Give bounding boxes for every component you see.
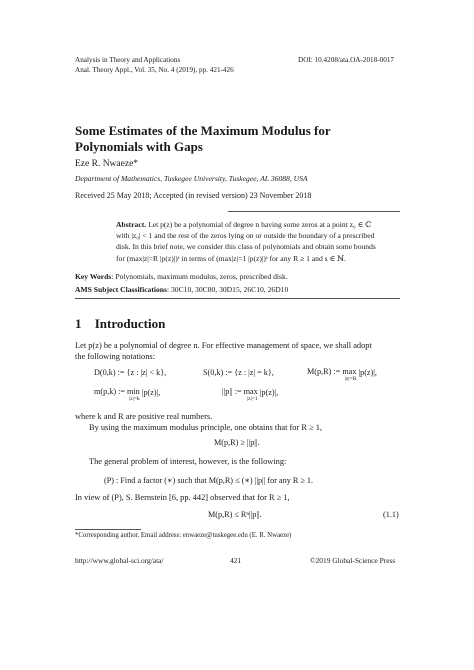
abstract-for: for — [116, 254, 125, 263]
eq-mp-bound: M(p,R) ≥ ||p||. — [214, 438, 260, 447]
ams-label: AMS Subject Classifications — [75, 285, 167, 294]
abstract-for-any: for any R ≥ 1 and s ∈ ℕ. — [269, 254, 346, 263]
section-title: Introduction — [94, 316, 166, 331]
section-heading — [75, 316, 165, 332]
eq-norm-rhs: |p(z)|, — [259, 388, 279, 397]
abstract-line-4 — [116, 253, 346, 265]
eq-disk: D(0,k) := {z : |z| < k}, — [94, 368, 167, 377]
footnote: *Corresponding author. Email address: enwaeze@tuskegee.edu (E. R. Nwaeze) — [75, 532, 292, 539]
affiliation: Department of Mathematics, Tuskegee University, Tuskegee, AL 36088, USA — [75, 174, 308, 183]
ams-text: : 30C10, 30C80, 30D15, 26C10, 26D10 — [166, 285, 289, 294]
keywords-text: : Polynomials, maximum modulus, zeros, prescribed disk. — [111, 272, 288, 281]
intro-p1-line-1: Let p(z) be a polynomial of degree n. For effective management of space, we shall adopt — [75, 341, 372, 350]
doi: DOI: 10.4208/ata.OA-2018-0017 — [298, 56, 395, 64]
eq-1-1: M(p,R) ≤ Rⁿ||p||. — [208, 510, 262, 519]
copyright: ©2019 Global-Science Press — [310, 556, 396, 565]
eq-min-modulus-lhs: m(p,k) := min — [94, 387, 140, 396]
intro-p4: In view of (P), S. Bernstein [6, pp. 442] observed that for R ≥ 1, — [75, 493, 290, 502]
abstract-in-terms: in terms of — [181, 254, 215, 263]
problem-statement: (P) : Find a factor (∗) such that M(p,R) ≤ (∗) ||p|| for any R ≥ 1. — [104, 476, 314, 485]
keywords-label: Key Words — [75, 272, 112, 281]
eq-max-modulus-rhs: |p(z)|, — [358, 368, 377, 377]
abstract-bottom-rule — [75, 298, 400, 299]
keywords — [75, 271, 288, 283]
eq-min-modulus-rhs: |p(z)|, — [141, 388, 161, 397]
eq-norm-sub: |z|=1 — [247, 396, 258, 402]
ams-classifications — [75, 284, 288, 296]
paper-title-line-2: Polynomials with Gaps — [75, 139, 203, 154]
eq-norm-lhs: ||p|| := max — [222, 387, 258, 396]
eq-circle: S(0,k) := {z : |z| = k}, — [203, 368, 274, 377]
journal-name: Analysis in Theory and Applications — [75, 56, 181, 64]
intro-p1-line-2: the following notations: — [75, 352, 156, 361]
paper-title-line-1: Some Estimates of the Maximum Modulus for — [75, 123, 331, 138]
where-line: where k and R are positive real numbers. — [75, 412, 213, 421]
abstract-line-3: disk. In this brief note, we consider this class of polynomials and obtain some bounds — [116, 242, 376, 251]
eq-max-modulus-sub: |z|=R — [344, 376, 357, 382]
intro-p3: The general problem of interest, however, is the following: — [89, 457, 287, 466]
eq-min-modulus — [94, 388, 160, 402]
eq-min-modulus-sub: |z|=k — [129, 396, 140, 402]
eq-max-modulus-lhs: M(p,R) := max — [307, 367, 357, 376]
journal-citation: Anal. Theory Appl., Vol. 35, No. 4 (2019), pp. 421-426 — [75, 66, 234, 74]
abstract-text-1: Let p(z) be a polynomial of degree n having some zeros at a point z₀ ∈ ℂ — [148, 220, 372, 229]
footnote-rule — [75, 529, 141, 530]
section-number: 1 — [75, 316, 82, 331]
abstract-line-1 — [116, 219, 371, 231]
eq-norm — [222, 388, 278, 402]
abstract-top-rule — [228, 211, 400, 212]
abstract-max-r: (max|z|=R |p(z)|)ˢ — [126, 254, 180, 263]
page-number: 421 — [230, 556, 242, 565]
author: Eze R. Nwaeze* — [75, 159, 139, 169]
eq-1-1-number: (1.1) — [383, 510, 399, 519]
intro-p2: By using the maximum modulus principle, one obtains that for R ≥ 1, — [89, 423, 323, 432]
abstract-label: Abstract. — [116, 220, 147, 229]
footer-url: http://www.global-sci.org/ata/ — [75, 556, 164, 565]
received-dates: Received 25 May 2018; Accepted (in revised version) 23 November 2018 — [75, 191, 312, 200]
abstract-line-2: with |z₀| < 1 and the rest of the zeros lying on or outside the boundary of a prescribed — [116, 231, 375, 240]
abstract-max-1: (max|z|=1 |p(z)|)ˢ — [216, 254, 268, 263]
eq-max-modulus — [307, 368, 377, 382]
